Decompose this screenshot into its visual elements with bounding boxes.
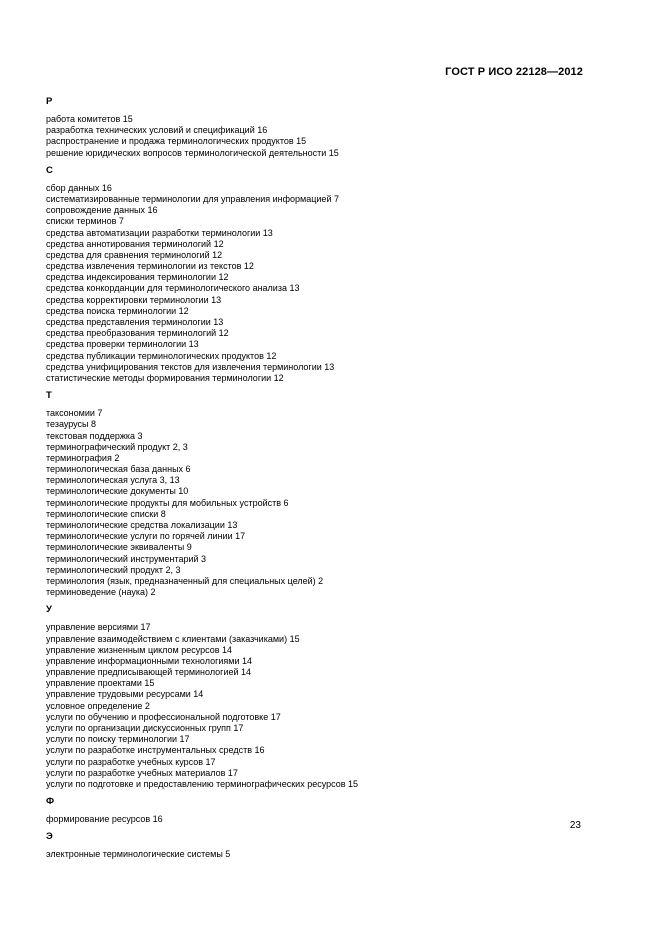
index-entry-list [46, 114, 606, 159]
index-entry: услуги по разработке учебных материалов 17 [46, 767, 238, 778]
index-entry-list [46, 814, 606, 825]
index-entry: списки терминов 7 [46, 216, 124, 227]
section-letter: Р [46, 96, 53, 107]
index-entry: управление трудовыми ресурсами 14 [46, 689, 204, 700]
index-entry: терминологические услуги по горячей линии 17 [46, 531, 246, 542]
index-entry: терминографический продукт 2, 3 [46, 441, 188, 452]
index-section [46, 795, 606, 830]
index-entry-list [46, 183, 606, 384]
index-entry: текстовая поддержка 3 [46, 430, 143, 441]
index-entry: средства для сравнения терминологий 12 [46, 249, 223, 260]
index-entry: управление проектами 15 [46, 678, 155, 689]
index-entry: управление жизненным циклом ресурсов 14 [46, 644, 233, 655]
subject-index [46, 95, 606, 866]
index-entry: терминоведение (наука) 2 [46, 587, 156, 598]
index-section [46, 389, 606, 603]
page-number: 23 [569, 820, 581, 831]
index-entry: электронные терминологические системы 5 [46, 849, 231, 860]
index-entry: средства унифицирования текстов для извлечения терминологии 13 [46, 361, 335, 372]
index-entry: систематизированные терминологии для управления информацией 7 [46, 193, 339, 204]
index-entry: работа комитетов 15 [46, 114, 133, 124]
index-entry: средства аннотирования терминологий 12 [46, 238, 224, 249]
index-entry: средства конкорданции для терминологического анализа 13 [46, 283, 300, 294]
index-entry: терминологический продукт 2, 3 [46, 564, 181, 575]
index-entry: терминология (язык, предназначенный для специальных целей) 2 [46, 575, 324, 586]
index-entry: средства извлечения терминологии из текстов 12 [46, 261, 254, 272]
index-section [46, 603, 606, 795]
index-entry: тезаурусы 8 [46, 419, 97, 430]
index-entry: услуги по разработке инструментальных средств 16 [46, 745, 265, 756]
index-entry: управление информационными технологиями 14 [46, 655, 253, 666]
index-entry: средства автоматизации разработки терминологии 13 [46, 227, 273, 238]
index-entry: средства представления терминологии 13 [46, 317, 224, 327]
index-entry: сопровождение данных 16 [46, 205, 158, 216]
index-entry: терминологический инструментарий 3 [46, 553, 207, 564]
index-entry: средства проверки терминологии 13 [46, 339, 199, 350]
index-entry: терминологические продукты для мобильных устройств 6 [46, 497, 289, 508]
index-entry: терминологические средства локализации 13 [46, 520, 238, 530]
index-entry: решение юридических вопросов терминологической деятельности 15 [46, 147, 339, 158]
section-letter: У [46, 604, 52, 616]
index-entry: условное определение 2 [46, 700, 150, 711]
section-letter: Ф [46, 796, 55, 808]
index-entry: терминологические документы 10 [46, 486, 189, 497]
index-entry: услуги по организации дискуссионных групп 17 [46, 723, 244, 733]
index-entry: управление предписывающей терминологией 14 [46, 667, 252, 678]
index-entry: услуги по поиску терминологии 17 [46, 734, 190, 745]
index-entry: управление взаимодействием с клиентами (заказчиками) 15 [46, 633, 300, 644]
section-letter: С [46, 164, 53, 176]
index-entry: услуги по разработке учебных курсов 17 [46, 756, 216, 767]
index-entry: распространение и продажа терминологических продуктов 15 [46, 136, 307, 147]
index-entry: разработка технических условий и спецификаций 16 [46, 125, 268, 136]
index-entry: услуги по обучению и профессиональной подготовке 17 [46, 711, 281, 722]
index-section [46, 164, 606, 389]
index-entry-list [46, 849, 606, 860]
index-entry: средства корректировки терминологии 13 [46, 294, 222, 305]
index-entry: таксономии 7 [46, 408, 103, 419]
index-entry: средства поиска терминологии 12 [46, 305, 189, 316]
index-section [46, 95, 606, 164]
section-spacer [46, 861, 606, 866]
index-entry: средства преобразования терминологий 12 [46, 328, 229, 339]
index-entry: терминологическая услуга 3, 13 [46, 475, 180, 486]
section-letter: Э [46, 831, 53, 843]
section-letter: Т [46, 390, 52, 402]
index-entry: терминография 2 [46, 452, 120, 463]
index-entry: услуги по подготовке и предоставлению терминографических ресурсов 15 [46, 778, 359, 789]
index-entry-list [46, 408, 606, 598]
index-entry-list [46, 622, 606, 790]
index-entry: формирование ресурсов 16 [46, 814, 163, 825]
index-entry: статистические методы формирования терминологии 12 [46, 372, 284, 383]
index-entry: терминологические эквиваленты 9 [46, 542, 192, 553]
index-entry: управление версиями 17 [46, 622, 151, 633]
index-entry: средства публикации терминологических продуктов 12 [46, 350, 277, 361]
index-entry: сбор данных 16 [46, 182, 112, 193]
index-entry: терминологическая база данных 6 [46, 464, 191, 475]
document-code: ГОСТ Р ИСО 22128—2012 [445, 66, 583, 78]
index-entry: терминологические списки 8 [46, 508, 166, 519]
index-section [46, 830, 606, 865]
index-entry: средства индексирования терминологии 12 [46, 272, 229, 283]
